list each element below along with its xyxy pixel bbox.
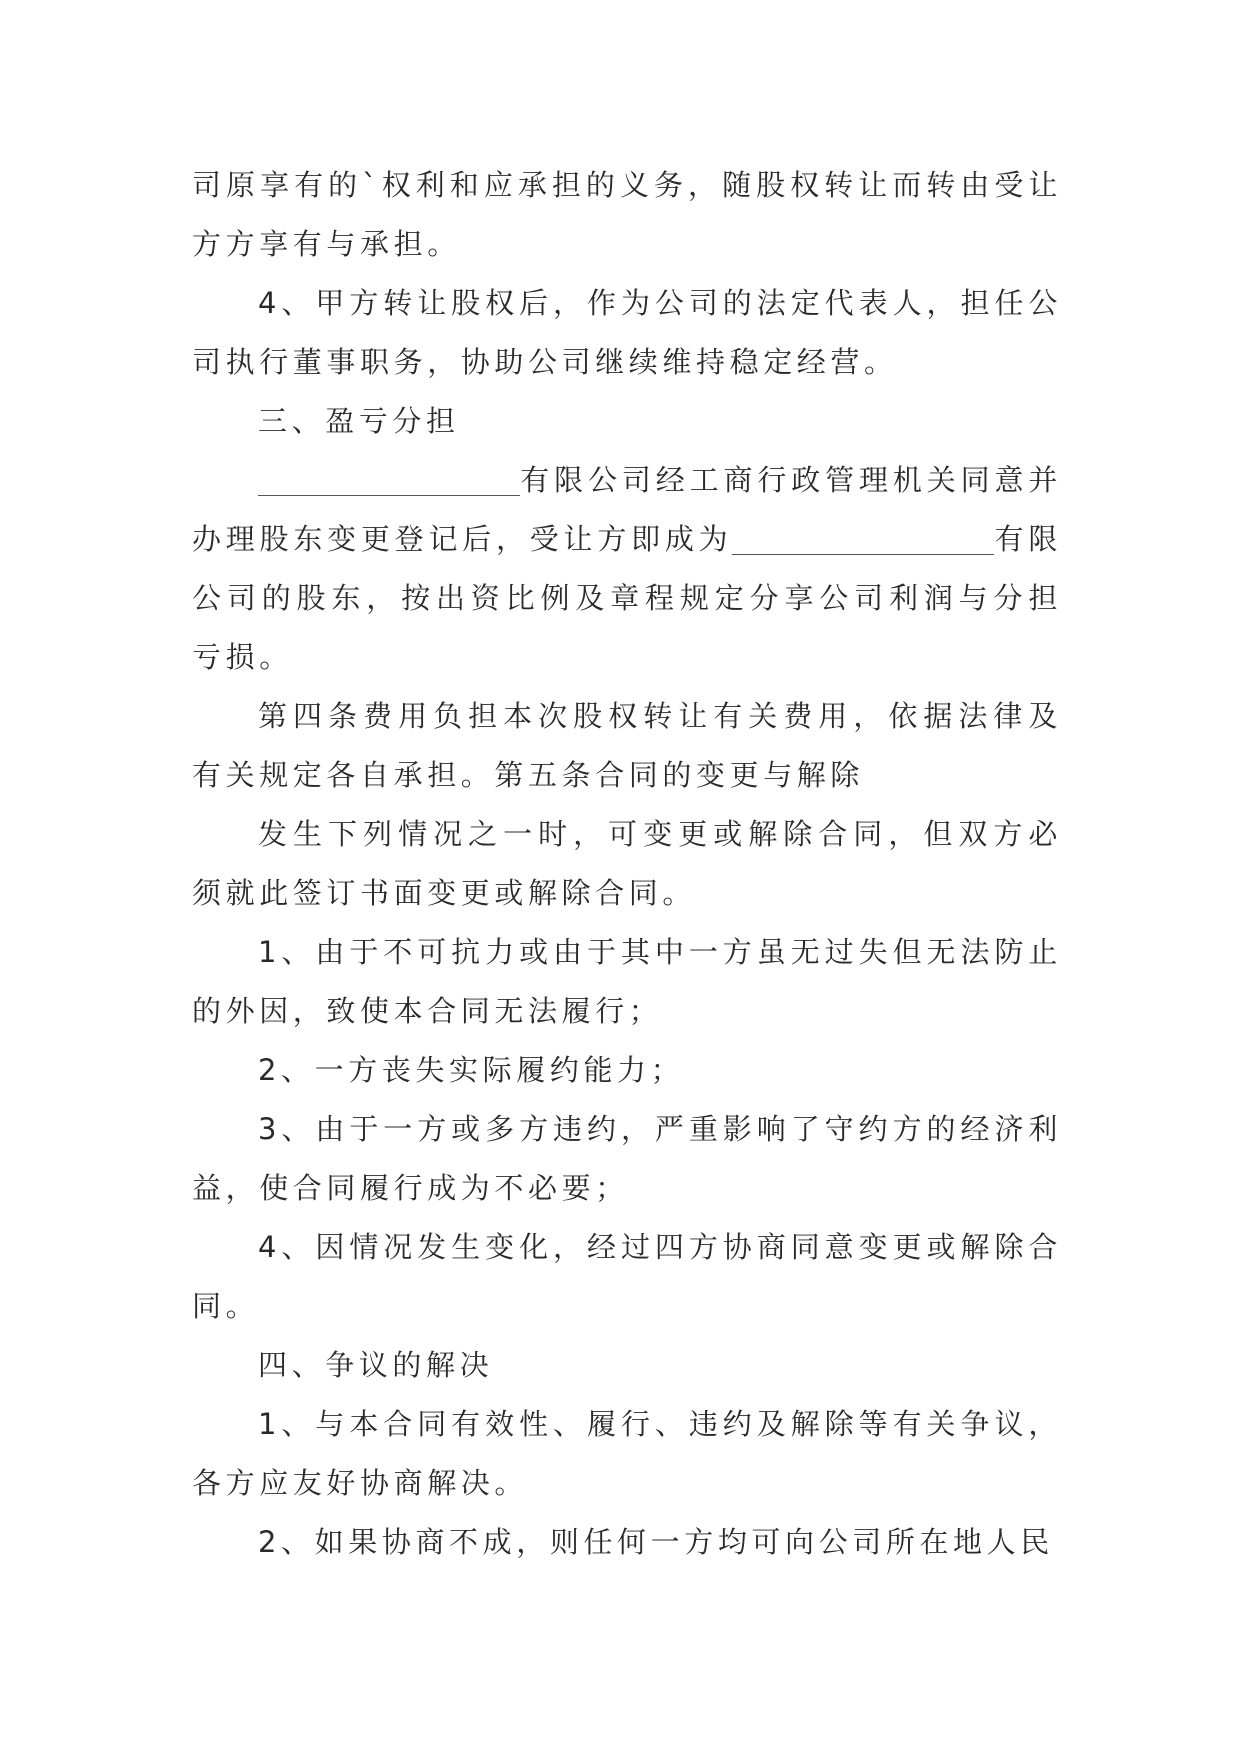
list-item-circumstance-change: 4、因情况发生变化，经过四方协商同意变更或解除合同。 bbox=[192, 1230, 1062, 1323]
paragraph-change-conditions: 发生下列情况之一时，可变更或解除合同，但双方必须就此签订书面变更或解除合同。 bbox=[192, 817, 1062, 910]
list-item-litigation: 2、如果协商不成，则任何一方均可向公司所在地人民 bbox=[258, 1525, 1054, 1559]
list-item-negotiation: 1、与本合同有效性、履行、违约及解除等有关争议，各方应友好协商解决。 bbox=[192, 1407, 1062, 1500]
paragraph-shareholder-change-part1: 有限公司经工商行政管理机关同意并办理股东变更登记后，受让方即成为 bbox=[192, 463, 1062, 556]
list-item-capacity-loss: 2、一方丧失实际履约能力； bbox=[258, 1053, 685, 1087]
list-item-force-majeure: 1、由于不可抗力或由于其中一方虽无过失但无法防止的外因，致使本合同无法履行； bbox=[192, 935, 1062, 1028]
document-body bbox=[192, 156, 1062, 1572]
company-name-blank-2 bbox=[732, 516, 994, 555]
section-heading-profit-loss: 三、盈亏分担 bbox=[258, 404, 460, 438]
paragraph-legal-representative: 4、甲方转让股权后，作为公司的法定代表人，担任公司执行董事职务，协助公司继续维持稳定经营。 bbox=[192, 286, 1062, 379]
list-item-breach: 3、由于一方或多方违约，严重影响了守约方的经济利益，使合同履行成为不必要； bbox=[192, 1112, 1062, 1205]
paragraph-shareholder-change bbox=[192, 451, 1062, 687]
section-heading-dispute: 四、争议的解决 bbox=[258, 1348, 494, 1382]
company-name-blank bbox=[258, 457, 520, 496]
paragraph-fee-burden: 第四条费用负担本次股权转让有关费用，依据法律及有关规定各自承担。第五条合同的变更与解除 bbox=[192, 699, 1062, 792]
paragraph-shareholder-change-part2: 有限公司的股东，按出资比例及章程规定分享公司利润与分担亏损。 bbox=[192, 522, 1062, 674]
paragraph-rights-transfer: 司原享有的`权利和应承担的义务，随股权转让而转由受让方方享有与承担。 bbox=[192, 168, 1062, 261]
